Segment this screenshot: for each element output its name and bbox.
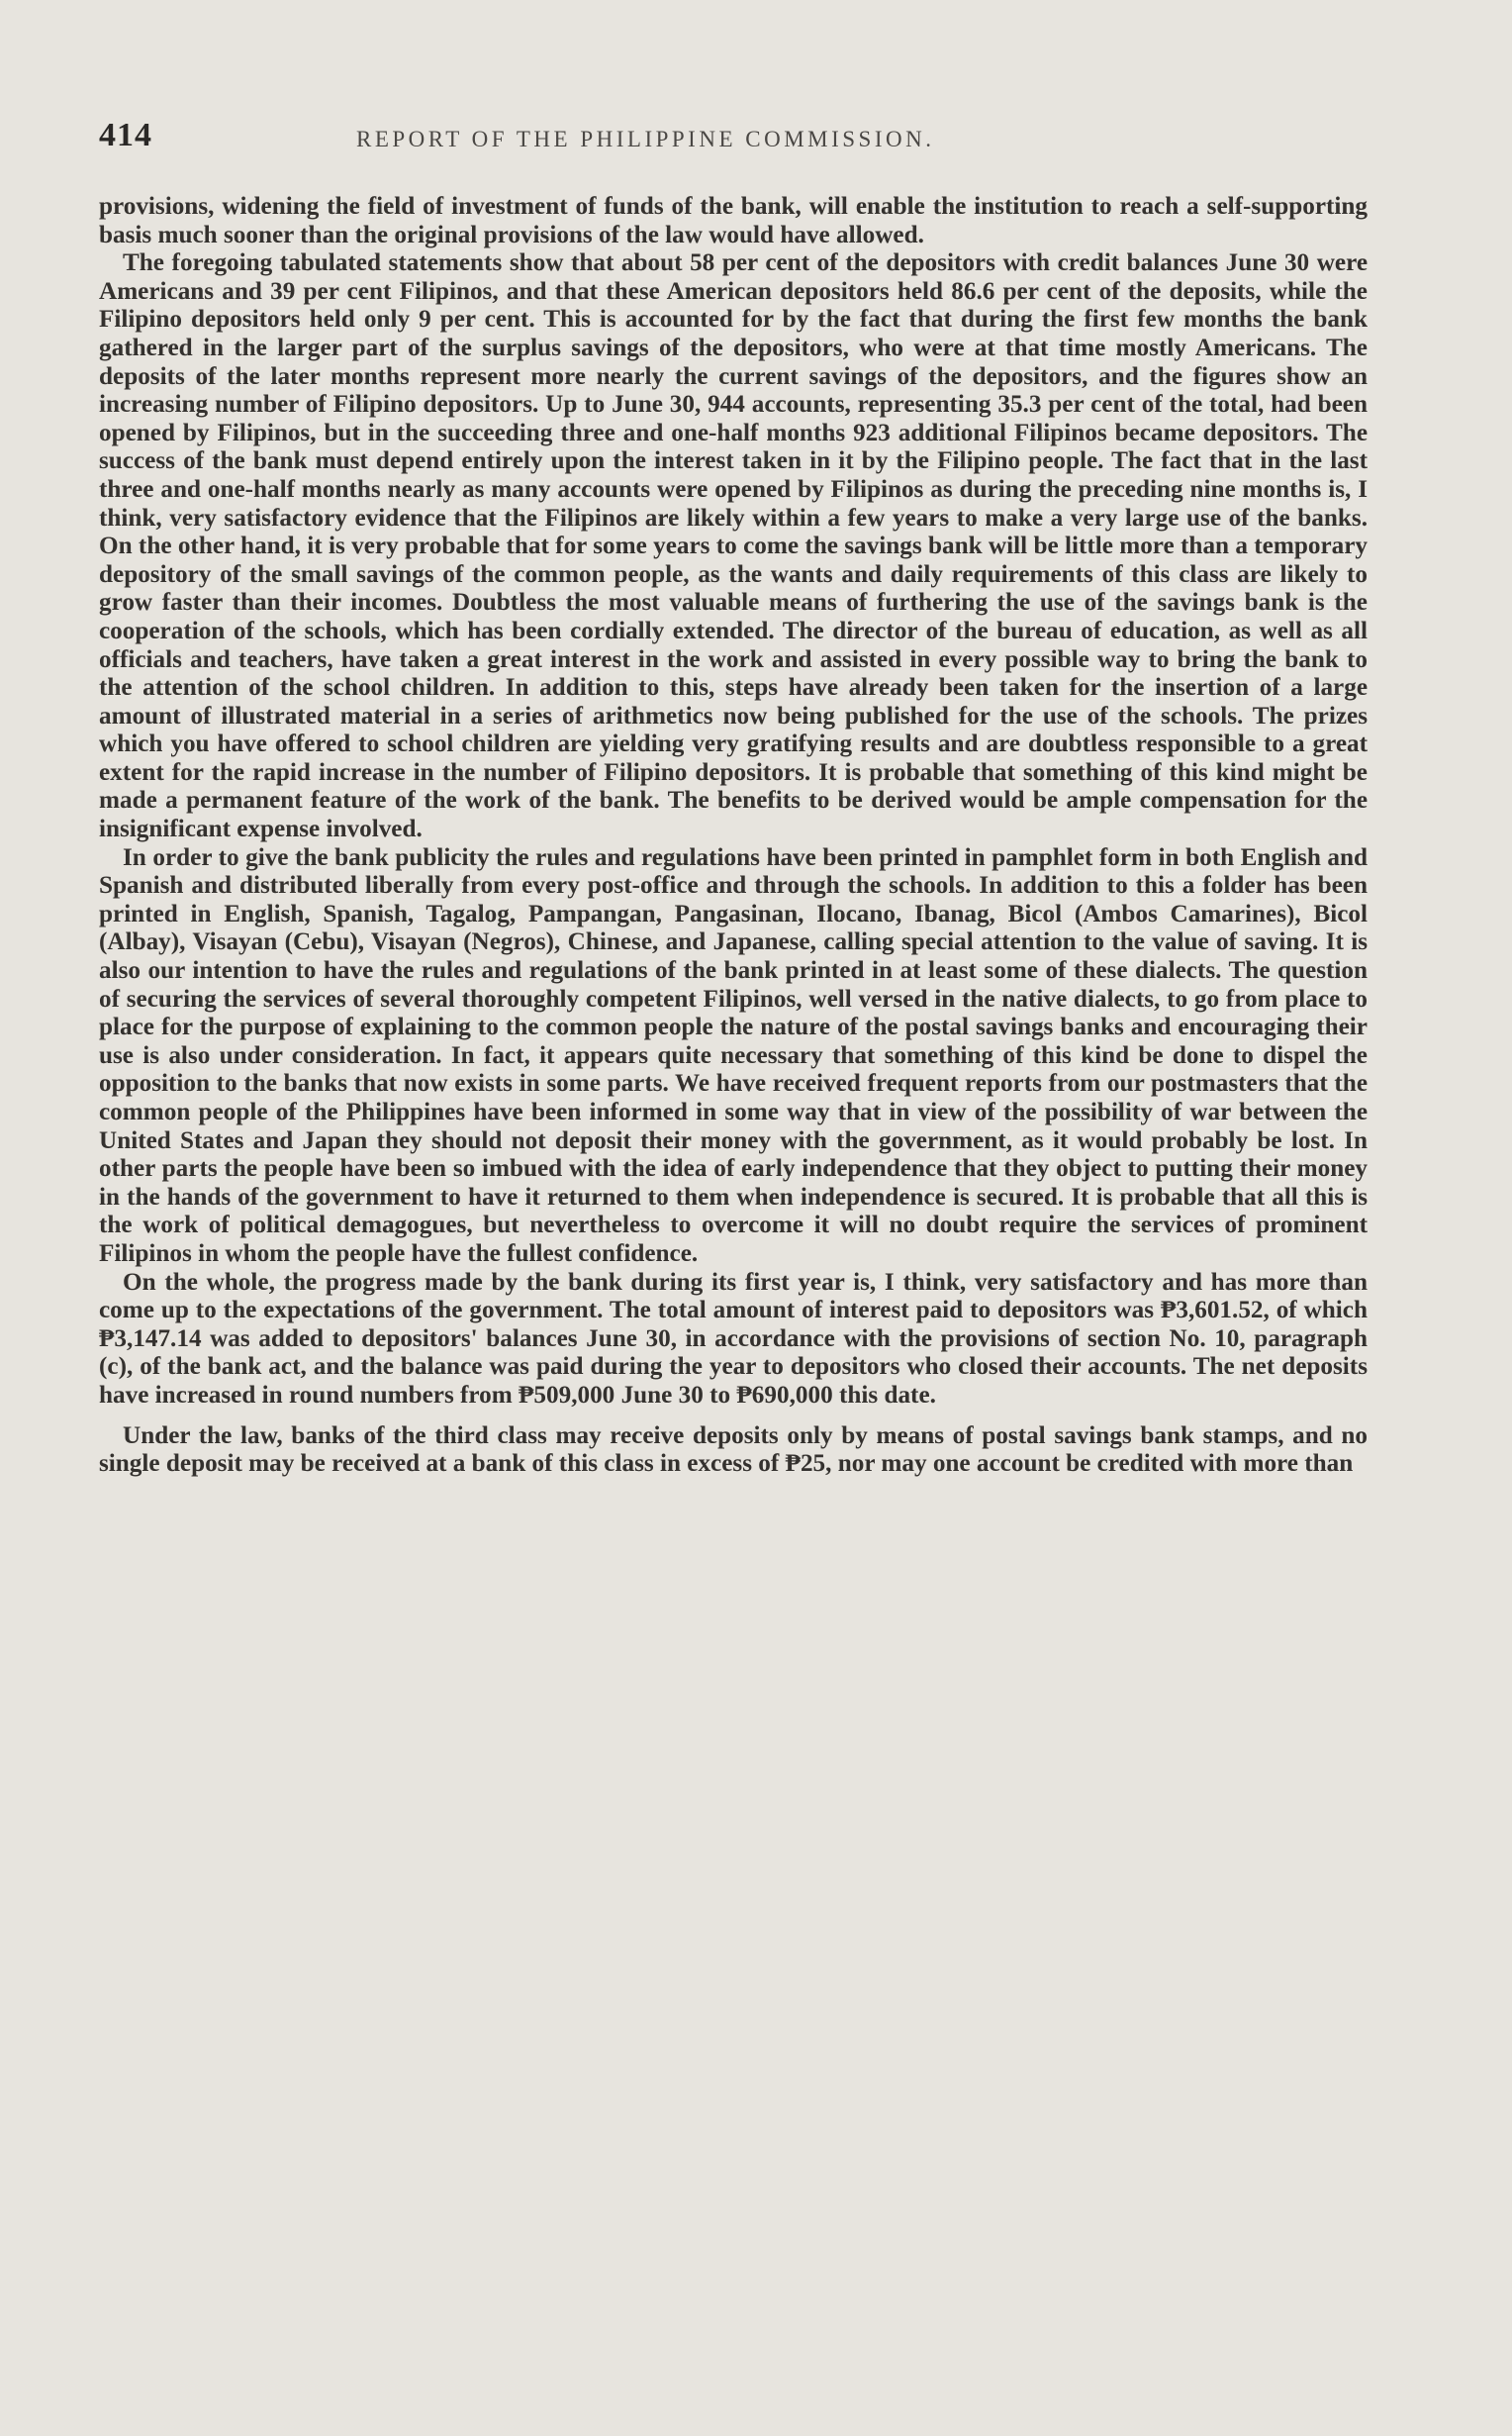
paragraph-depositor-statistics: The foregoing tabulated statements show that about 58 per cent of the depositors with credit balances June 30 were Americans and 39 per cent Filipinos, and that these American depositors held 86.6 per cent of the deposits, while the Filipino depositors held only 9 per cent. This is accounted for by the fact that during the first few months the bank gathered in the larger part of the surplus savings of the depositors, who were at that time mostly Americans. The deposits of the later months represent more nearly the current savings of the depositors, and the figures show an increasing number of Filipino depositors. Up to June 30, 944 accounts, representing 35.3 per cent of the total, had been opened by Filipinos, but in the succeeding three and one-half months 923 additional Filipinos became depositors. The success of the bank must depend entirely upon the interest taken in it by the Filipino people. The fact that in the last three and one-half months nearly as many accounts were opened by Filipinos as during the preceding nine months is, I think, very satisfactory evidence that the Filipinos are likely within a few years to make a very large use of the banks. On the other hand, it is very probable that for some years to come the savings bank will be little more than a temporary depository of the small savings of the common people, as the wants and daily requirements of this class are likely to grow faster than their incomes. Doubtless the most valuable means of furthering the use of the savings bank is the cooperation of the schools, which has been cordially extended. The director of the bureau of education, as well as all officials and teachers, have taken a great interest in the work and assisted in every possible way to bring the bank to the attention of the school children. In addition to this, steps have already been taken for the insertion of a large amount of illustrated material in a series of arithmetics now being published for the use of the schools. The prizes which you have offered to school children are yielding very gratifying results and are doubtless responsible to a great extent for the rapid increase in the number of Filipino depositors. It is probable that something of this kind might be made a permanent feature of the work of the bank. The benefits to be derived would be ample compensation for the insignificant expense involved. bbox=[99, 249, 1368, 843]
body-text bbox=[99, 193, 1368, 1479]
paragraph-continuation: provisions, widening the field of investment of funds of the bank, will enable the institution to reach a self-supporting basis much sooner than the original provisions of the law would have allowed. bbox=[99, 193, 1368, 248]
paragraph-first-year-progress: On the whole, the progress made by the bank during its first year is, I think, very satisfactory and has more than come up to the expectations of the government. The total amount of interest paid to depositors was ₱3,601.52, of which ₱3,147.14 was added to depositors' balances June 30, in accordance with the provisions of section No. 10, paragraph (c), of the bank act, and the balance was paid during the year to depositors who closed their accounts. The net deposits have increased in round numbers from ₱509,000 June 30 to ₱690,000 this date. bbox=[99, 1268, 1368, 1409]
page-header bbox=[99, 117, 1375, 166]
paragraph-publicity: In order to give the bank publicity the rules and regulations have been printed in pamphlet form in both English and Spanish and distributed liberally from every post-office and through the schools. In addition to this a folder has been printed in English, Spanish, Tagalog, Pampangan, Pangasinan, Ilocano, Ibanag, Bicol (Ambos Camarines), Bicol (Albay), Visayan (Cebu), Visayan (Negros), Chinese, and Japanese, calling special attention to the value of saving. It is also our intention to have the rules and regulations of the bank printed in at least some of these dialects. The question of securing the services of several thoroughly competent Filipinos, well versed in the native dialects, to go from place to place for the purpose of explaining to the common people the nature of the postal savings banks and encouraging their use is also under consideration. In fact, it appears quite necessary that something of this kind be done to dispel the opposition to the banks that now exists in some parts. We have received frequent reports from our postmasters that the common people of the Philippines have been informed in some way that in view of the possibility of war between the United States and Japan they should not deposit their money with the government, as it would probably be lost. In other parts the people have been so imbued with the idea of early independence that they object to putting their money in the hands of the government to have it returned to them when independence is secured. It is probable that all this is the work of political demagogues, but nevertheless to overcome it will no doubt require the services of prominent Filipinos in whom the people have the fullest confidence. bbox=[99, 843, 1368, 1267]
paragraph-third-class-banks: Under the law, banks of the third class may receive deposits only by means of postal savings bank stamps, and no single deposit may be received at a bank of this class in excess of ₱25, nor may one account be credited with more than bbox=[99, 1421, 1368, 1478]
running-head: REPORT OF THE PHILIPPINE COMMISSION. bbox=[356, 127, 935, 151]
page-number: 414 bbox=[99, 117, 152, 153]
